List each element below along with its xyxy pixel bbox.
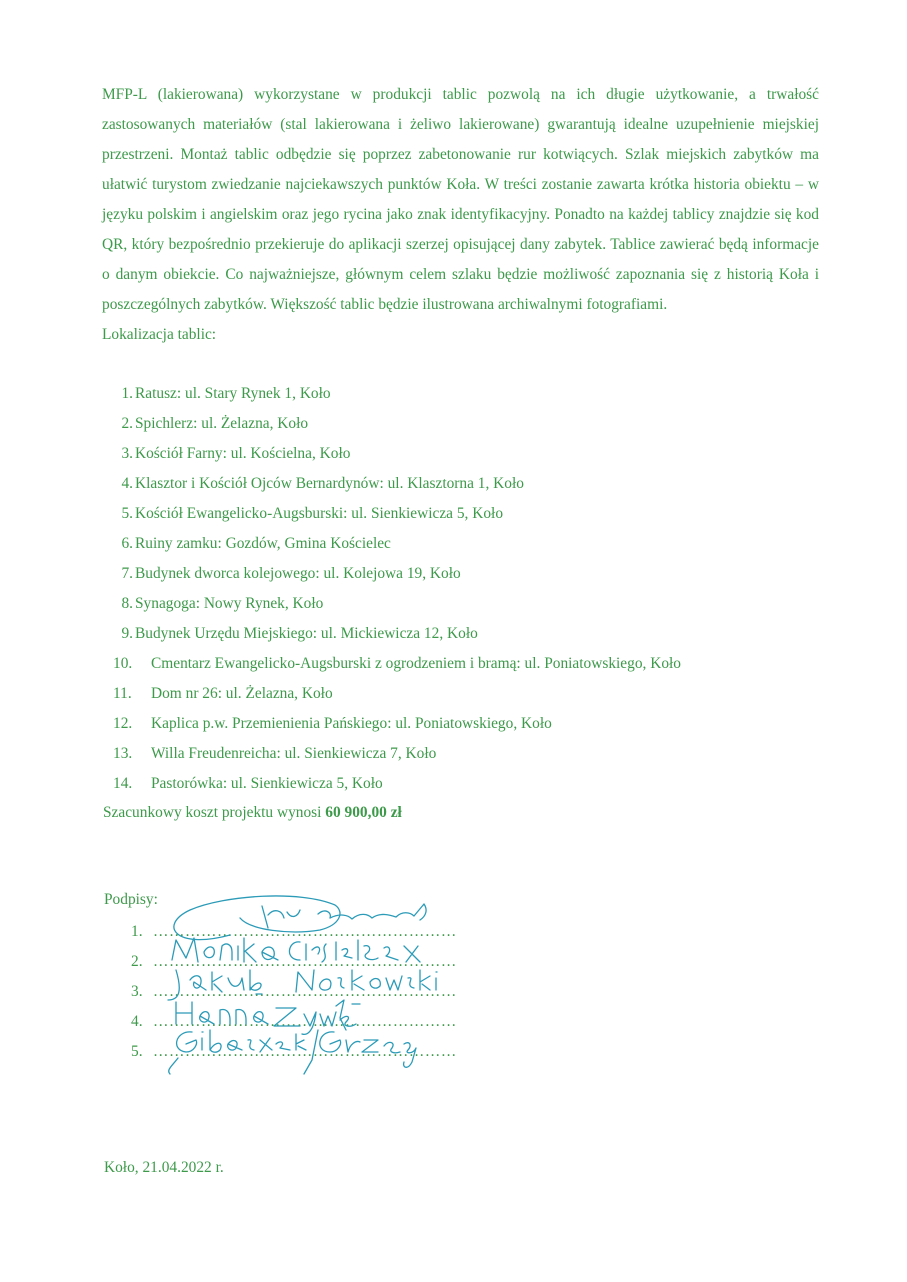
list-number: 2. [121, 415, 133, 432]
signatures-label: Podpisy: [104, 891, 158, 908]
body-paragraph [102, 80, 819, 350]
signature-number: 1. [131, 923, 143, 940]
project-cost [103, 798, 402, 828]
signature-line [131, 920, 457, 944]
signature-number: 5. [131, 1043, 143, 1060]
signature-line [131, 1010, 457, 1034]
list-text: Ratusz: ul. Stary Rynek 1, Koło [135, 385, 331, 402]
list-number: 8. [121, 595, 133, 612]
signature-line [131, 950, 457, 974]
list-text: Kościół Farny: ul. Kościelna, Koło [135, 445, 351, 462]
list-number: 1. [121, 385, 133, 402]
list-number: 11. [113, 685, 132, 702]
list-number: 10. [113, 655, 133, 672]
list-text: Spichlerz: ul. Żelazna, Koło [135, 415, 309, 432]
list-text: Klasztor i Kościół Ojców Bernardynów: ul. Klasztorna 1, Koło [135, 475, 524, 492]
signature-line [131, 980, 457, 1004]
description-text: MFP-L (lakierowana) wykorzystane w produkcji tablic pozwolą na ich długie użytkowanie, a trwałość zastosowanych materiałów (stal lakierowana i żeliwo lakierowane) gwarantują idealne uzupełnienie miejskiej przestrzeni. Montaż tablic odbędzie się poprzez zabetonowanie rur kotwiących. Szlak miejskich zabytków ma ułatwić turystom zwiedzanie najciekawszych punktów Koła. W treści zostanie zawarta krótka historia obiektu – w języku polskim i angielskim oraz jego rycina jako znak identyfikacyjny. Ponadto na każdej tablicy znajdzie się kod QR, który bezpośrednio przekieruje do aplikacji szerzej opisującej dany zabytek. Tablice zawierać będą informacje o danym obiekcie. Co najważniejsze, głównym celem szlaku będzie możliwość zapoznania się z historią Koła i poszczególnych zabytków. Większość tablic będzie ilustrowana archiwalnymi fotografiami. [102, 86, 819, 313]
signature-number: 4. [131, 1013, 143, 1030]
signature-dots: ………………………………………………… [153, 1043, 457, 1060]
signature-number: 3. [131, 983, 143, 1000]
list-number: 3. [121, 445, 133, 462]
signature-dots: ………………………………………………… [153, 953, 457, 970]
list-text: Cmentarz Ewangelicko-Augsburski z ogrodzeniem i bramą: ul. Poniatowskiego, Koło [151, 655, 681, 672]
list-text: Budynek Urzędu Miejskiego: ul. Mickiewicza 12, Koło [135, 625, 478, 642]
list-number: 5. [121, 505, 133, 522]
list-text: Synagoga: Nowy Rynek, Koło [135, 595, 324, 612]
list-text: Ruiny zamku: Gozdów, Gmina Kościelec [135, 535, 391, 552]
list-number: 4. [121, 475, 133, 492]
list-text: Pastorówka: ul. Sienkiewicza 5, Koło [151, 775, 383, 792]
locations-label: Lokalizacja tablic: [102, 326, 217, 343]
list-number: 12. [113, 715, 133, 732]
list-text: Willa Freudenreicha: ul. Sienkiewicza 7, Koło [151, 745, 437, 762]
signature-dots: ………………………………………………… [153, 1013, 457, 1030]
document-date: Koło, 21.04.2022 r. [104, 1159, 224, 1176]
list-number: 7. [121, 565, 133, 582]
list-text: Dom nr 26: ul. Żelazna, Koło [151, 685, 333, 702]
signature-dots: ………………………………………………… [153, 983, 457, 1000]
signature-dots: ………………………………………………… [153, 923, 457, 940]
list-number: 9. [121, 625, 133, 642]
cost-label: Szacunkowy koszt projektu wynosi [103, 804, 326, 821]
signature-number: 2. [131, 953, 143, 970]
list-text: Kaplica p.w. Przemienienia Pańskiego: ul. Poniatowskiego, Koło [151, 715, 552, 732]
list-text: Kościół Ewangelicko-Augsburski: ul. Sienkiewicza 5, Koło [135, 505, 504, 522]
list-number: 6. [121, 535, 133, 552]
list-text: Budynek dworca kolejowego: ul. Kolejowa 19, Koło [135, 565, 461, 582]
cost-amount: 60 900,00 zł [325, 804, 402, 821]
list-number: 13. [113, 745, 133, 762]
signature-line [131, 1040, 457, 1064]
list-number: 14. [113, 775, 133, 792]
